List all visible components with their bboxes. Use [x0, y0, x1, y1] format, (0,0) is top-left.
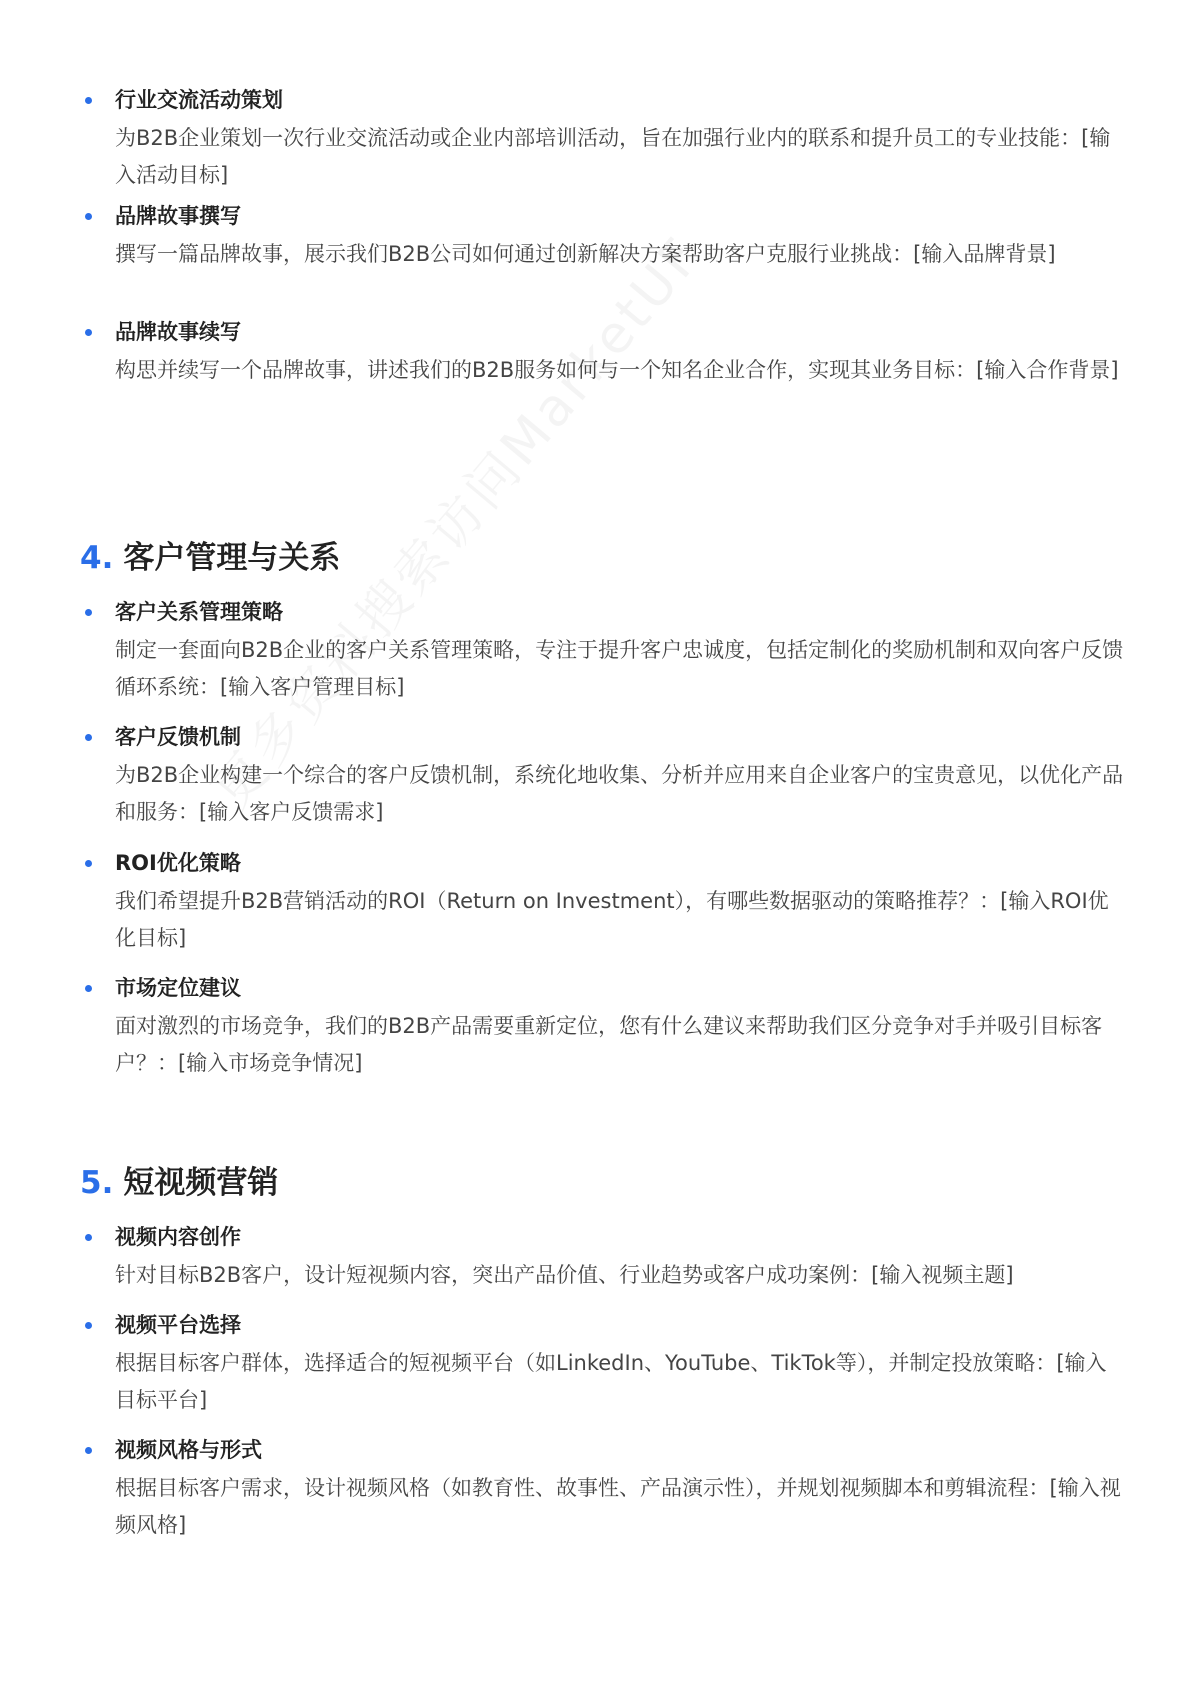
bullet-icon: [85, 1447, 92, 1454]
item-title: 品牌故事续写: [115, 320, 241, 344]
bullet-icon: [85, 609, 92, 616]
bullet-icon: [85, 860, 92, 867]
item-description: 为B2B企业策划一次行业交流活动或企业内部培训活动，旨在加强行业内的联系和提升员工的专业技能：[输入活动目标]: [115, 126, 1111, 187]
item-description: 根据目标客户群体，选择适合的短视频平台（如LinkedIn、YouTube、TikTok等），并制定投放策略：[输入目标平台]: [115, 1351, 1107, 1412]
section-heading: [80, 1163, 278, 1203]
item-title: ROI优化策略: [115, 851, 241, 875]
item-description: 我们希望提升B2B营销活动的ROI（Return on Investment），有哪些数据驱动的策略推荐？：[输入ROI优化目标]: [115, 889, 1109, 950]
item-description: 撰写一篇品牌故事，展示我们B2B公司如何通过创新解决方案帮助客户克服行业挑战：[输入品牌背景]: [115, 242, 1056, 266]
item-title: 视频平台选择: [115, 1313, 241, 1337]
section-number: 5.: [80, 1165, 114, 1201]
item-title: 客户关系管理策略: [115, 600, 283, 624]
item-title: 市场定位建议: [115, 976, 241, 1000]
item-description: 根据目标客户需求，设计视频风格（如教育性、故事性、产品演示性），并规划视频脚本和剪辑流程：[输入视频风格]: [115, 1476, 1121, 1537]
list-item: [115, 973, 1125, 1082]
item-description: 为B2B企业构建一个综合的客户反馈机制，系统化地收集、分析并应用来自企业客户的宝贵意见，以优化产品和服务：[输入客户反馈需求]: [115, 763, 1124, 824]
list-item: [115, 317, 1125, 389]
list-item: [115, 722, 1125, 831]
section-heading: [80, 538, 340, 578]
item-description: 制定一套面向B2B企业的客户关系管理策略，专注于提升客户忠诚度，包括定制化的奖励机制和双向客户反馈循环系统：[输入客户管理目标]: [115, 638, 1124, 699]
section-title: 客户管理与关系: [123, 540, 341, 576]
bullet-icon: [85, 734, 92, 741]
bullet-icon: [85, 985, 92, 992]
list-item: [115, 201, 1125, 273]
item-title: 视频内容创作: [115, 1225, 241, 1249]
bullet-icon: [85, 213, 92, 220]
bullet-icon: [85, 97, 92, 104]
list-item: [115, 85, 1125, 194]
bullet-icon: [85, 1322, 92, 1329]
section-number: 4.: [80, 540, 114, 576]
section-title: 短视频营销: [123, 1165, 279, 1201]
list-item: [115, 1222, 1125, 1294]
bullet-icon: [85, 1234, 92, 1241]
item-description: 构思并续写一个品牌故事，讲述我们的B2B服务如何与一个知名企业合作，实现其业务目标：[输入合作背景]: [115, 358, 1119, 382]
item-description: 针对目标B2B客户，设计短视频内容，突出产品价值、行业趋势或客户成功案例：[输入视频主题]: [115, 1263, 1014, 1287]
list-item: [115, 597, 1125, 706]
item-title: 品牌故事撰写: [115, 204, 241, 228]
list-item: [115, 1435, 1125, 1544]
list-item: [115, 1310, 1125, 1419]
item-title: 客户反馈机制: [115, 725, 241, 749]
list-item: [115, 848, 1125, 957]
item-title: 视频风格与形式: [115, 1438, 262, 1462]
bullet-icon: [85, 329, 92, 336]
item-description: 面对激烈的市场竞争，我们的B2B产品需要重新定位，您有什么建议来帮助我们区分竞争对手并吸引目标客户？：[输入市场竞争情况]: [115, 1014, 1103, 1075]
item-title: 行业交流活动策划: [115, 88, 283, 112]
